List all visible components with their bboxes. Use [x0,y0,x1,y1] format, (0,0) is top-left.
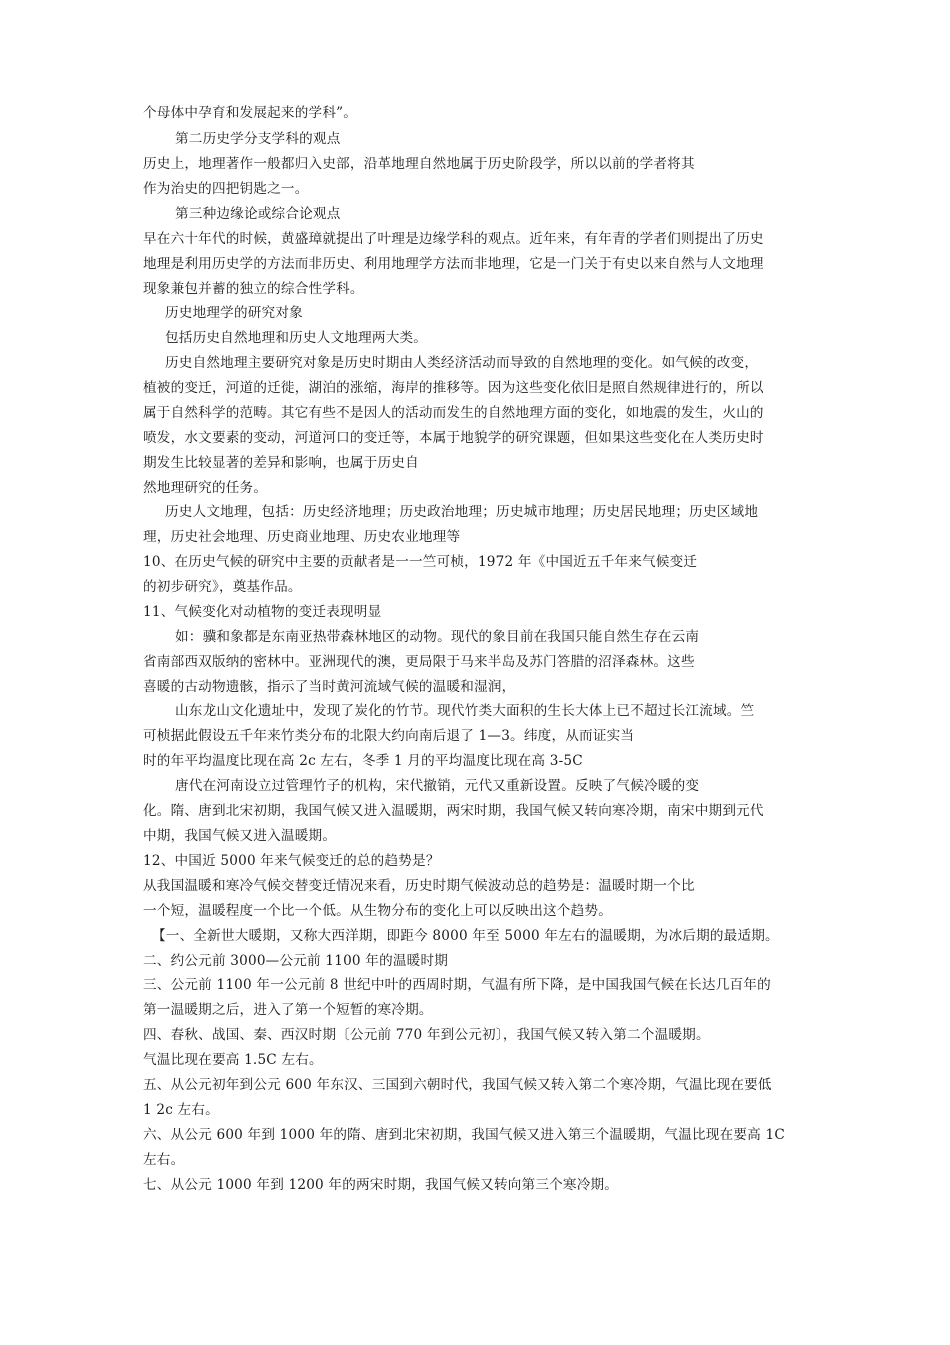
list-item: 六、从公元 600 年到 1000 年的隋、唐到北宋初期，我国气候又进入第三个温暖期，气温比现在要高 1C [143,1127,785,1143]
text-line: 历史自然地理主要研究对象是历史时期由人类经济活动而导致的自然地理的变化。如气候的改变， [165,355,759,371]
text-line: 喷发，水文要素的变动，河道河口的变迁等，本属于地貌学的研究课题，但如果这些变化在人类历史时 [143,430,764,446]
text-line: 化。隋、唐到北宋初期，我国气候又进入温暖期，两宋时期，我国气候又转向寒冷期，南宋中期到元代 [143,803,764,819]
text-line: 12、中国近 5000 年来气候变迁的总的趋势是？ [143,853,440,869]
text-line: 1 2c 左右。 [143,1102,219,1118]
text-line: 包括历史自然地理和历史人文地理两大类。 [165,330,428,346]
text-line: 从我国温暖和寒冷气候交替变迁情况来看，历史时期气候波动总的趋势是：温暖时期一个比 [143,878,695,894]
text-line: 唐代在河南设立过管理竹子的机构，宋代撤销，元代又重新设置。反映了气候冷暖的变 [175,778,700,794]
text-line: 11、气候变化对动植物的变迁表现明显 [143,604,382,620]
text-line: 然地理研究的任务。 [143,480,268,496]
text-line: 如：骥和象都是东南亚热带森林地区的动物。现代的象目前在我国只能自然生存在云南 [175,629,700,645]
list-item: 【一、全新世大暖期，又称大西洋期，即距今 8000 年至 5000 年左右的温暖期，为冰后期的最适期。 [152,928,779,944]
text-line: 历史上，地理著作一般都归入史部，沿革地理自然地属于历史阶段学，所以以前的学者将其 [143,156,695,172]
text-line: 山东龙山文化遗址中，发现了炭化的竹节。现代竹类大面积的生长大体上已不超过长江流域。竺 [175,703,755,719]
text-line: 可桢据此假设五千年来竹类分布的北限大约向南后退了 1—3。纬度，从而证实当 [143,728,635,744]
text-line: 属于自然科学的范畴。其它有些不是因人的活动而发生的自然地理方面的变化，如地震的发生，火山的 [143,405,764,421]
text-line: 现象兼包并蓄的独立的综合性学科。 [143,281,364,297]
list-item: 四、春秋、战国、秦、西汉时期〔公元前 770 年到公元初〕，我国气候又转入第二个温暖期。 [143,1027,710,1043]
text-line: 理，历史社会地理、历史商业地理、历史农业地理等 [143,529,461,545]
text-line: 历史人文地理，包括：历史经济地理；历史政治地理；历史城市地理；历史居民地理；历史区域地 [165,504,759,520]
text-line: 气温比现在要高 1.5C 左右。 [143,1052,323,1068]
list-item: 五、从公元初年到公元 600 年东汉、三国到六朝时代，我国气候又转入第二个寒冷期，气温比现在要低 [143,1077,772,1093]
section-heading: 历史地理学的研究对象 [165,305,303,321]
list-item: 三、公元前 1100 年一公元前 8 世纪中叶的西周时期，气温有所下降，是中国我国气候在长达几百年的 [143,977,771,993]
text-line: 省南部西双版纳的密林中。亚洲现代的澳，更局限于马来半岛及苏门答腊的沼泽森林。这些 [143,654,695,670]
text-line: 植被的变迁，河道的迁徙，湖泊的涨缩，海岸的推移等。因为这些变化依旧是照自然规律进行的，所以 [143,380,764,396]
text-line: 个母体中孕育和发展起来的学科”。 [143,105,358,121]
text-line: 中期，我国气候又进入温暖期。 [143,828,337,844]
text-line: 第一温暖期之后，进入了第一个短暂的寒冷期。 [143,1002,433,1018]
list-item: 七、从公元 1000 年到 1200 年的两宋时期，我国气候又转向第三个寒冷期。 [143,1177,619,1193]
text-line: 早在六十年代的时候，黄盛璋就提出了叶理是边缘学科的观点。近年来，有年青的学者们则提出了历史 [143,231,764,247]
text-line: 10、在历史气候的研究中主要的贡献者是一一竺可桢，1972 年《中国近五千年来气候变迁 [143,554,698,570]
section-heading: 第二历史学分支学科的观点 [175,131,341,147]
text-line: 时的年平均温度比现在高 2c 左右，冬季 1 月的平均温度比现在高 3-5C [143,753,583,769]
text-line: 的初步研究》，奠基作品。 [143,579,302,595]
text-line: 左右。 [143,1152,185,1168]
text-line: 作为治史的四把钥匙之一。 [143,181,309,197]
section-heading: 第三种边缘论或综合论观点 [175,206,341,222]
list-item: 二、约公元前 3000—公元前 1100 年的温暖时期 [143,953,449,969]
text-line: 期发生比较显著的差异和影响，也属于历史自 [143,455,419,471]
text-line: 地理是利用历史学的方法而非历史、利用地理学方法而非地理，它是一门关于有史以来自然与人文地理 [143,256,764,272]
text-line: 一个短，温暖程度一个比一个低。从生物分布的变化上可以反映出这个趋势。 [143,903,612,919]
text-line: 喜暖的古动物遗骸，指示了当时黄河流域气候的温暖和湿润， [143,679,516,695]
